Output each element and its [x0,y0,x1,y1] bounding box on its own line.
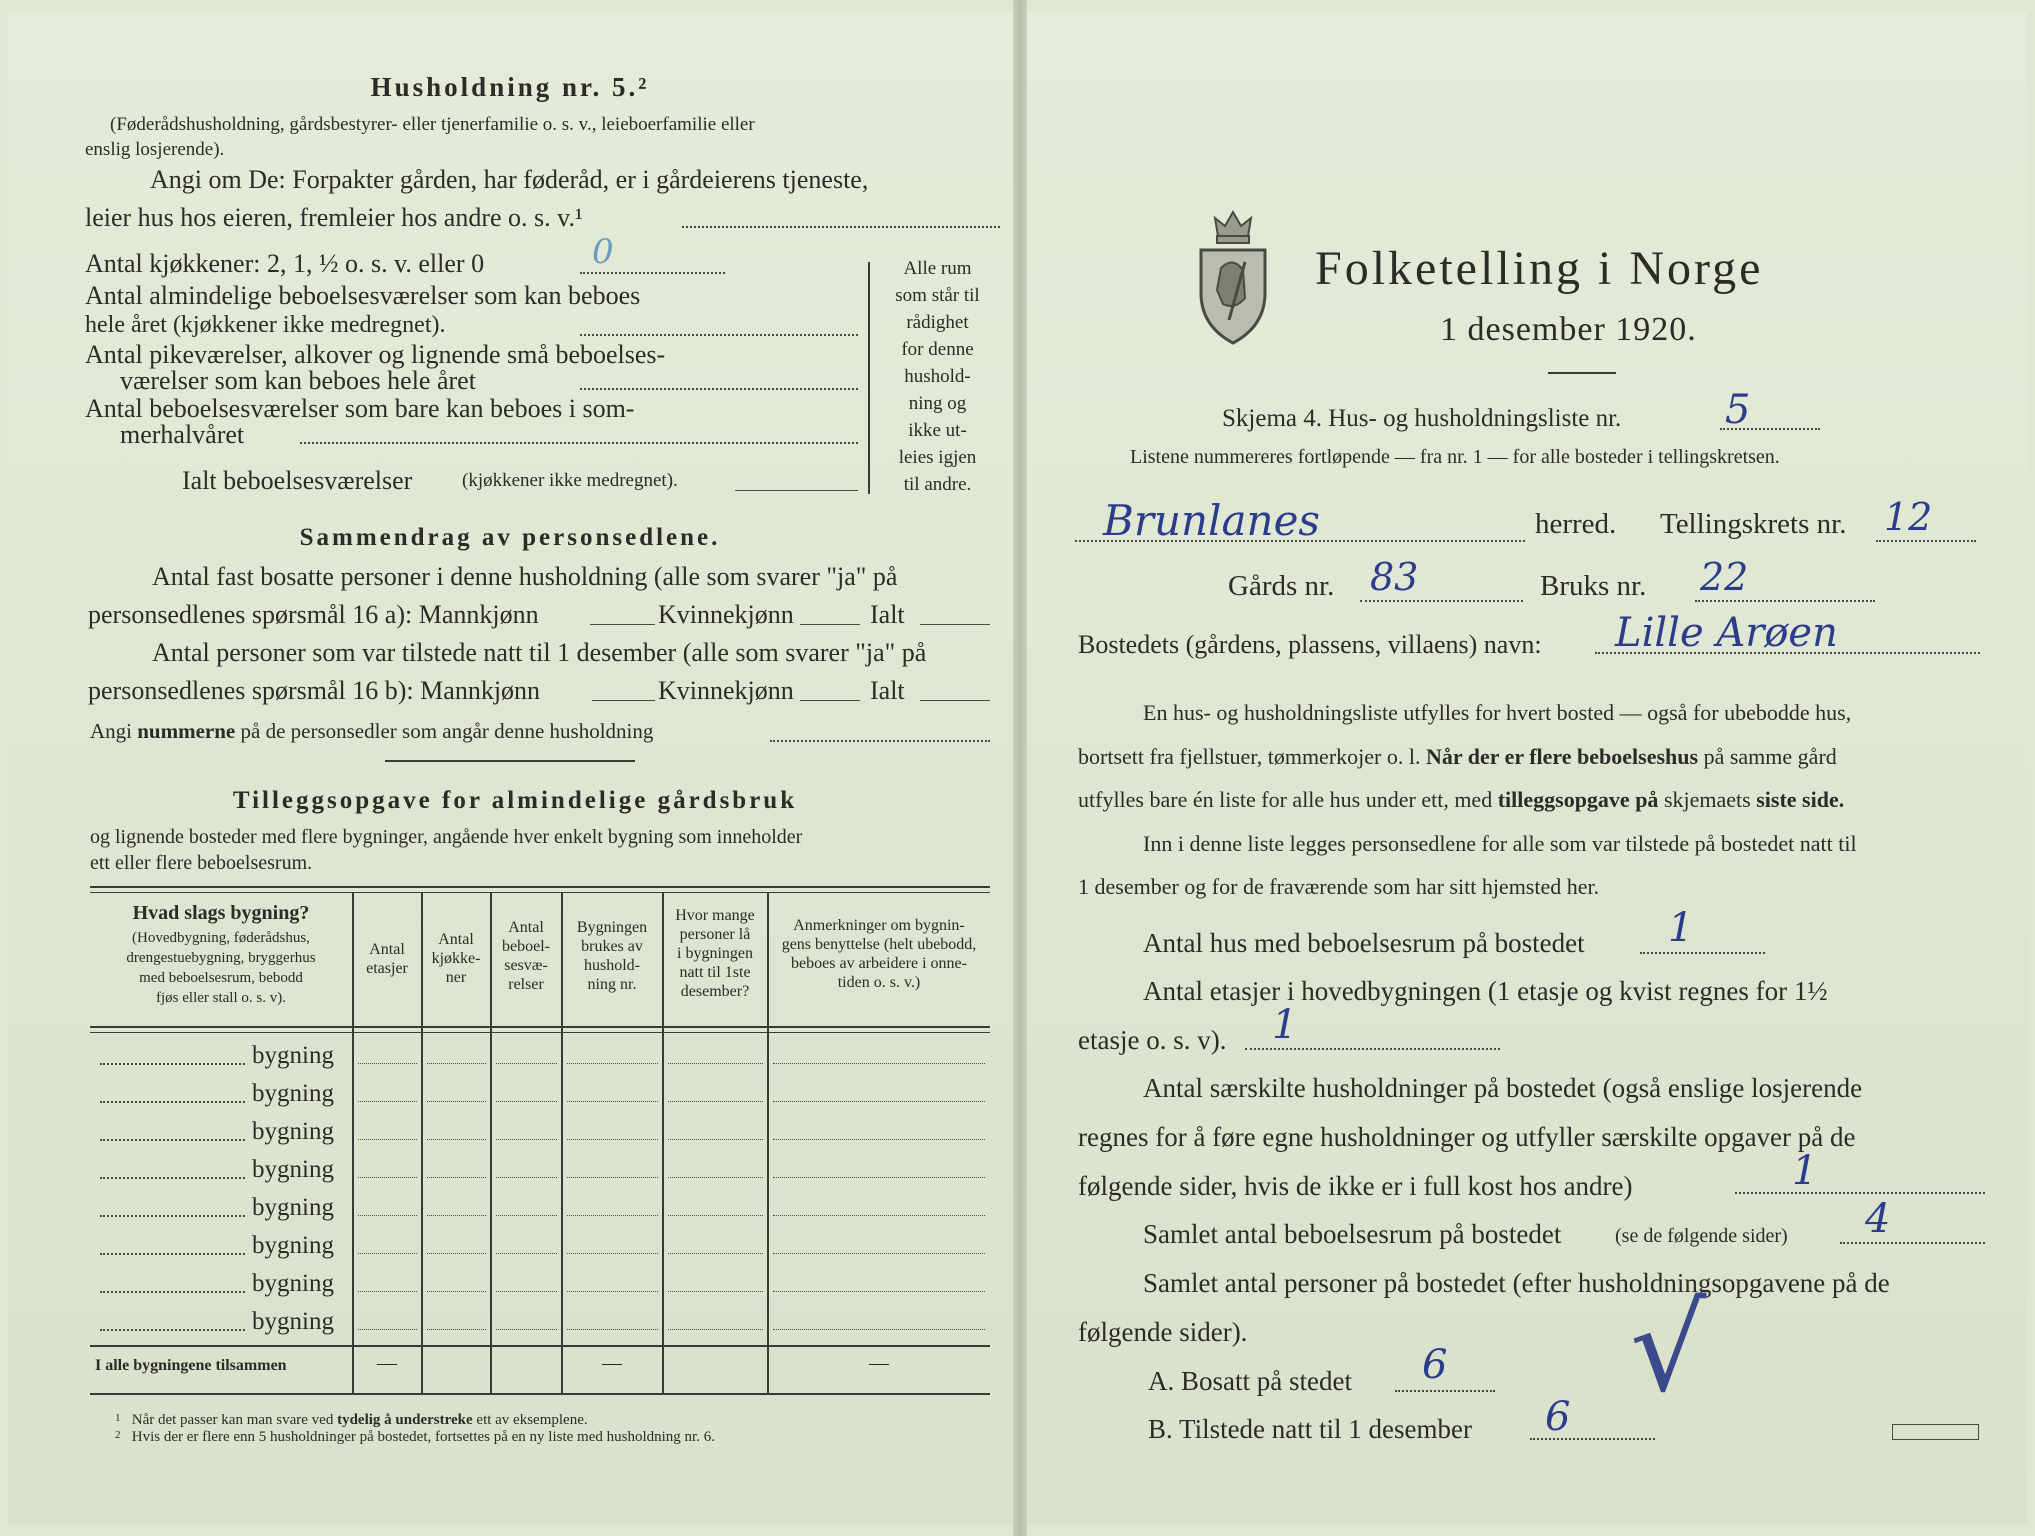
krets-line[interactable] [1876,540,1976,542]
col-personer-text: natt til 1ste [679,964,751,981]
skjema-label: Skjema 4. Hus- og husholdningsliste nr. [1222,405,1622,432]
tilst-ialt-label: Ialt [870,676,905,705]
col-personer-text: Hvor mange [675,907,755,924]
ialt-rooms-label: Ialt beboelsesværelser [182,466,413,495]
table-cell[interactable] [567,1253,658,1254]
table-cell[interactable] [773,1291,985,1292]
page-fold [1013,0,1027,1536]
kjokkener-line[interactable] [580,272,725,274]
tillegg-sub1: og lignende bosteder med flere bygninger, angående hver enkelt bygning som inneholder [90,826,803,848]
sarsk-answer-line[interactable] [1735,1192,1985,1194]
table-cell[interactable] [358,1329,417,1330]
table-cell[interactable] [773,1329,985,1330]
fast-line1: Antal fast bosatte personer i denne husholdning (alle som svarer "ja" på [152,562,898,591]
fast-mann-line[interactable] [590,624,655,625]
building-type-line[interactable] [100,1291,245,1293]
bosatt-value: 6 [1422,1342,1448,1388]
col-building-desc: fjøs eller stall o. s. v). [156,990,286,1006]
ialt-rooms-note: (kjøkkener ikke medregnet). [462,470,678,491]
bruks-line[interactable] [1695,600,1875,602]
skjema-line[interactable] [1720,428,1820,430]
listene-note: Listene nummereres fortløpende — fra nr. 1 — for alle bosteder i tellingskretsen. [1130,446,1780,468]
table-cell[interactable] [496,1253,557,1254]
para1-mid: skjemaets [1663,787,1751,812]
col-etasjer-text: etasjer [366,960,408,977]
tillegg-title: Tilleggsopgave for almindelige gårdsbruk [232,787,798,814]
table-cell[interactable] [427,1253,486,1254]
sarsk-line2: regnes for å føre egne husholdninger og utfyller særskilte opgaver på de [1078,1122,1856,1152]
tilstede-line[interactable] [1530,1438,1655,1440]
building-type-line[interactable] [100,1139,245,1141]
table-row [92,1076,990,1114]
table-row [92,1114,990,1152]
col-kjokkener-text: kjøkke- [431,950,481,967]
hus-line[interactable] [1640,952,1765,954]
etasjer-value: 1 [1272,1002,1298,1048]
col-personer-text: i bygningen [677,945,753,962]
table-cell[interactable] [773,1139,985,1140]
building-row-label: bygning [252,1156,334,1183]
col-building-desc: (Hovedbygning, føderådshus, [132,930,310,946]
side-note-line: leies igjen [898,447,977,468]
table-cell[interactable] [496,1063,557,1064]
col-anmerkninger-text: tiden o. s. v.) [837,974,921,991]
building-row-label: bygning [252,1080,334,1107]
col-vaerelser-header [492,918,560,994]
footnote-1-pre: Når det passer kan man svare ved [131,1412,334,1428]
sarsk-line1: Antal særskilte husholdninger på bostedet (også enslige losjerende [1143,1073,1863,1103]
table-cell[interactable] [773,1063,985,1064]
alm-label1: Antal almindelige beboelsesværelser som kan beboes [85,281,641,310]
building-type-line[interactable] [100,1063,245,1065]
angi-nummer-bold: nummerne [137,719,236,743]
bosted-line[interactable] [1595,652,1980,654]
col-vaerelser-text: sesvæ- [504,957,548,974]
table-cell[interactable] [668,1253,763,1254]
table-row [92,1190,990,1228]
table-row [92,1304,990,1342]
pike-label1: Antal pikeværelser, alkover og lignende små beboelses- [85,340,666,369]
table-cell[interactable] [427,1063,486,1064]
footnote-1-post: ett av eksemplene. [476,1412,588,1428]
bosted-value: Lille Arøen [1615,610,1838,656]
table-cell[interactable] [358,1215,417,1216]
angi-line2: leier hus hos eieren, fremleier hos andre o. s. v.¹ [85,203,583,232]
section-divider [385,760,635,762]
para1-line3-text: utfylles bare én liste for alle hus under ett, med [1078,787,1493,812]
kjokkener-value: 0 [592,232,614,272]
tilst-ialt-line[interactable] [920,700,990,701]
para1-bold1: Når der er flere beboelseshus [1425,744,1699,769]
side-note-line: ikke ut- [908,420,967,441]
angi-answer-line[interactable] [682,226,1000,228]
building-row-label: bygning [252,1118,334,1145]
etasjer-answer-line[interactable] [1245,1048,1500,1050]
table-row [92,1228,990,1266]
fast-kvinne-label: Kvinnekjønn [658,600,794,629]
building-row-label: bygning [252,1308,334,1335]
footnote-2-number: 2 [115,1429,121,1441]
rooms-bracket [868,262,870,494]
building-type-line[interactable] [100,1253,245,1255]
table-cell[interactable] [567,1063,658,1064]
para2-line2: 1 desember og for de fraværende som har sitt hjemsted her. [1078,874,1600,899]
sommer-label1: Antal beboelsesværelser som bare kan beboes i som- [85,394,635,423]
para1-line3 [1078,787,1844,813]
hus-value: 1 [1668,905,1694,951]
tilst-line2: personsedlenes spørsmål 16 b): Mannkjønn [88,676,541,705]
col-kjokkener-header [423,930,489,987]
table-cell[interactable] [358,1101,417,1102]
side-note-line: Alle rum [903,258,972,279]
col-vaerelser-text: Antal [508,919,544,936]
table-top-border2 [90,892,990,893]
fast-kvinne-line[interactable] [800,624,860,625]
gards-value: 83 [1370,555,1419,599]
herred-line[interactable] [1075,540,1525,542]
para1-line2-text: bortsett fra fjellstuer, tømmerkojer o. l. [1078,744,1421,769]
table-cell[interactable] [496,1101,557,1102]
total-anmerkninger-dash: — [869,1352,889,1374]
herred-value: Brunlanes [1103,496,1320,545]
col-building-desc: drengestuebygning, bryggerhus [126,950,316,966]
table-cell[interactable] [567,1215,658,1216]
tilstede-label: B. Tilstede natt til 1 desember [1148,1414,1472,1444]
bosatt-line[interactable] [1395,1390,1495,1392]
title-divider [1548,372,1616,374]
footnote-1 [115,1412,588,1429]
side-note-line: til andre. [903,474,972,495]
rooms-side-note [880,255,995,498]
table-cell[interactable] [358,1063,417,1064]
tilst-kvinne-line[interactable] [800,700,860,701]
sommer-line[interactable] [300,442,858,444]
table-header-border [90,1026,990,1028]
side-note-line: for denne [901,339,974,360]
col-building-header [92,902,350,1008]
samlet-rum-value: 4 [1865,1196,1891,1242]
col-kjokkener-text: Antal [438,931,474,948]
building-type-line[interactable] [100,1329,245,1331]
table-cell[interactable] [496,1215,557,1216]
footnote-2 [115,1429,715,1446]
krets-value: 12 [1884,495,1933,539]
household-intro2: enslig losjerende). [85,139,225,160]
census-date: 1 desember 1920. [1440,311,1697,348]
bosted-label: Bostedets (gårdens, plassens, villaens) navn: [1078,630,1542,659]
table-cell[interactable] [567,1101,658,1102]
hus-label: Antal hus med beboelsesrum på bostedet [1143,928,1585,958]
samlet-pers-line2: følgende sider). [1078,1317,1248,1347]
table-row [92,1266,990,1304]
bruks-label: Bruks nr. [1540,570,1647,602]
tillegg-sub2: ett eller flere beboelsesrum. [90,852,313,874]
pike-line[interactable] [580,388,858,390]
norway-coat-of-arms-icon [1193,198,1273,348]
col-anmerkninger-text: gens benyttelse (helt ubebodd, [781,936,977,953]
household-title: Husholdning nr. 5.² [370,72,650,102]
col-personer-text: personer lå [679,926,751,943]
col-vaerelser-text: beboel- [502,938,550,955]
table-cell[interactable] [427,1139,486,1140]
building-row-label: bygning [252,1232,334,1259]
samlet-rum-label: Samlet antal beboelsesrum på bostedet [1143,1219,1562,1249]
building-row-label: bygning [252,1270,334,1297]
para1-bold3: siste side. [1756,787,1845,812]
table-total-top [90,1345,990,1347]
skjema-value: 5 [1725,387,1751,433]
alm-line[interactable] [580,334,858,336]
col-vaerelser-text: relser [508,976,544,993]
para1-line2 [1078,744,1837,770]
table-cell[interactable] [496,1291,557,1292]
gards-line[interactable] [1360,600,1523,602]
table-cell[interactable] [773,1215,985,1216]
table-cell[interactable] [668,1329,763,1330]
ialt-rooms-line[interactable] [735,490,858,491]
household-intro: (Føderådshusholdning, gårdsbestyrer- eller tjenerfamilie o. s. v., leieboerfamilie eller [110,114,755,135]
angi-nummer-line [90,719,653,744]
col-personer-header [664,906,766,1001]
building-row-label: bygning [252,1042,334,1069]
table-cell[interactable] [668,1177,763,1178]
col-personer-text: desember? [680,983,750,1000]
col-etasjer-text: Antal [369,941,405,958]
angi-nummer-post: på de personsedler som angår denne husholdning [240,719,654,743]
table-cell[interactable] [773,1101,985,1102]
table-cell[interactable] [773,1177,985,1178]
table-cell[interactable] [358,1139,417,1140]
table-cell[interactable] [427,1329,486,1330]
col-husholdning-text: brukes av [581,938,643,955]
table-bottom-border [90,1393,990,1395]
table-row [92,1152,990,1190]
table-cell[interactable] [668,1139,763,1140]
col-building-desc: med beboelsesrum, bebodd [139,970,303,986]
footnote-2-text: Hvis der er flere enn 5 husholdninger på bostedet, fortsettes på en ny liste med husholdning nr. 6. [131,1429,715,1445]
table-cell[interactable] [567,1139,658,1140]
building-type-line[interactable] [100,1177,245,1179]
angi-line1: Angi om De: Forpakter gården, har føderåd, er i gårdeierens tjeneste, [150,165,869,194]
side-note-line: rådighet [906,312,969,333]
col-kjokkener-text: ner [445,969,467,986]
gards-label: Gårds nr. [1228,570,1335,602]
col-building-title: Hvad slags bygning? [132,902,310,924]
tilst-kvinne-label: Kvinnekjønn [658,676,794,705]
angi-nummer-answer[interactable] [770,740,990,742]
sommer-label2: merhalvåret [120,420,245,449]
kjokkener-label: Antal kjøkkener: 2, 1, ½ o. s. v. eller 0 [85,249,485,278]
table-top-border [90,886,990,888]
pike-label2: værelser som kan beboes hele året [120,366,476,395]
table-cell[interactable] [496,1177,557,1178]
census-title: Folketelling i Norge [1315,242,1764,295]
herred-label: herred. [1535,508,1617,540]
table-cell[interactable] [427,1101,486,1102]
table-cell[interactable] [358,1291,417,1292]
col-husholdning-text: hushold- [584,957,640,974]
fast-ialt-line[interactable] [920,624,990,625]
col-anmerkninger-text: beboes av arbeidere i onne- [791,955,967,972]
table-cell[interactable] [358,1253,417,1254]
printer-stamp-icon [1892,1424,1979,1440]
table-cell[interactable] [567,1329,658,1330]
col-anmerkninger-header [769,916,989,992]
krets-label: Tellingskrets nr. [1660,508,1847,540]
angi-nummer-pre: Angi [90,719,132,743]
total-etasjer-dash: — [377,1352,397,1374]
table-cell[interactable] [567,1291,658,1292]
tilstede-value: 6 [1545,1394,1571,1440]
bosatt-label: A. Bosatt på stedet [1148,1366,1352,1396]
building-type-line[interactable] [100,1215,245,1217]
table-cell[interactable] [773,1253,985,1254]
table-cell[interactable] [427,1215,486,1216]
sarsk-line3: følgende sider, hvis de ikke er i full kost hos andre) [1078,1171,1633,1201]
fast-line2: personsedlenes spørsmål 16 a): Mannkjønn [88,600,539,629]
footnote-1-number: 1 [115,1412,121,1424]
table-cell[interactable] [668,1291,763,1292]
samlet-rum-line[interactable] [1840,1242,1985,1244]
building-row-label: bygning [252,1194,334,1221]
tilst-mann-line[interactable] [592,700,655,701]
alm-label2: hele året (kjøkkener ikke medregnet). [85,312,446,338]
etasjer-line1: Antal etasjer i hovedbygningen (1 etasje og kvist regnes for 1½ [1143,976,1828,1006]
building-type-line[interactable] [100,1101,245,1103]
col-husholdning-text: Bygningen [576,919,648,936]
total-label: I alle bygningene tilsammen [95,1357,287,1374]
sammendrag-title: Sammendrag av personsedlene. [299,524,721,551]
tilst-line1: Antal personer som var tilstede natt til 1 desember (alle som svarer "ja" på [152,638,927,667]
side-note-line: som står til [895,285,980,306]
fast-ialt-label: Ialt [870,600,905,629]
samlet-rum-note: (se de følgende sider) [1615,1225,1788,1247]
table-cell[interactable] [496,1139,557,1140]
col-etasjer-header [354,940,420,978]
para2-line1: Inn i denne liste legges personsedlene for alle som var tilstede på bostedet natt til [1143,831,1857,856]
table-cell[interactable] [668,1101,763,1102]
sarsk-value: 1 [1792,1148,1818,1194]
check-mark: √ [1630,1280,1707,1419]
table-header-border2 [90,1032,990,1033]
table-row [92,1038,990,1076]
side-note-line: ning og [908,393,967,414]
table-cell[interactable] [668,1063,763,1064]
bruks-value: 22 [1700,555,1749,599]
col-husholdning-text: ning nr. [587,976,637,993]
footnote-1-bold: tydelig å understreke [337,1412,473,1428]
col-husholdning-header [563,918,661,994]
col-anmerkninger-text: Anmerkninger om bygnin- [793,917,965,934]
table-cell[interactable] [496,1329,557,1330]
samlet-pers-line1: Samlet antal personer på bostedet (efter husholdningsopgavene på de [1143,1268,1890,1298]
para1-bold2: tilleggsopgave på [1497,787,1659,812]
table-cell[interactable] [427,1291,486,1292]
side-note-line: hushold- [904,366,971,387]
table-cell[interactable] [567,1177,658,1178]
table-cell[interactable] [668,1215,763,1216]
etasjer-line2: etasje o. s. v). [1078,1025,1227,1055]
para1-line1: En hus- og husholdningsliste utfylles for hvert bosted — også for ubebodde hus, [1143,700,1852,725]
table-cell[interactable] [358,1177,417,1178]
table-cell[interactable] [427,1177,486,1178]
total-husholdning-dash: — [602,1352,622,1374]
para1-line2-post: på samme gård [1703,744,1837,769]
